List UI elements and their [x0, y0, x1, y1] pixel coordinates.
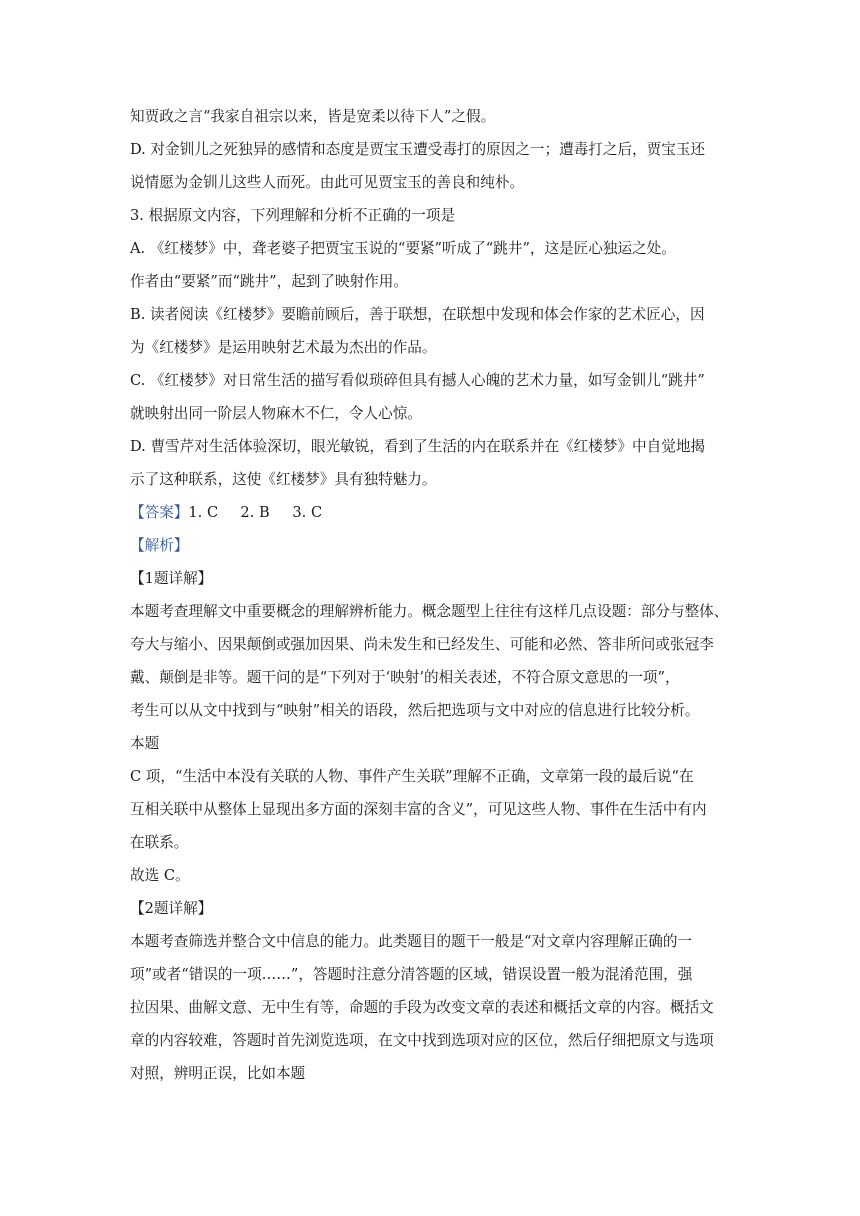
analysis-label: 【解析】 [130, 537, 189, 554]
answer-row [130, 503, 735, 523]
detail1-heading: 【1题详解】 [130, 570, 213, 587]
detail1-c-line: C 项，“生活中本没有关联的人物、事件产生关联”理解不正确，文章第一段的最后说“在 [130, 768, 694, 785]
q2-option-d-line1: D. 对金钏儿之死独异的感情和态度是贾宝玉遭受毒打的原因之一；遭毒打之后，贾宝玉还 [130, 141, 706, 158]
detail1-c-line: 在联系。 [130, 834, 189, 851]
detail1-conclusion: 故选 C。 [130, 867, 190, 884]
q3-option-b-line2: 为《红楼梦》是运用映射艺术最为杰出的作品。 [130, 339, 437, 356]
answer-label: 【答案】 [130, 504, 189, 521]
detail2-line: 对照，辨明正误，比如本题 [130, 1065, 306, 1082]
q3-option-a-line1: A. 《红楼梦》中，聋老婆子把贾宝玉说的“要紧”听成了“跳井”，这是匠心独运之处。 [130, 240, 676, 257]
q3-stem: 3. 根据原文内容，下列理解和分析不正确的一项是 [130, 207, 456, 224]
q3-option-b-line1: B. 读者阅读《红楼梦》要瞻前顾后，善于联想，在联想中发现和体会作家的艺术匠心，因 [130, 306, 705, 323]
q3-option-a-line2: 作者由“要紧”而“跳井”，起到了映射作用。 [130, 273, 408, 290]
answer-item-2: 2. B [240, 504, 270, 521]
q3-option-c-line1: C. 《红楼梦》对日常生活的描写看似琐碎但具有撼人心魄的艺术力量，如写金钏儿“跳井” [130, 372, 705, 389]
q3-option-d-line1: D. 曹雪芹对生活体验深切，眼光敏锐，看到了生活的内在联系并在《红楼梦》中自觉地揭 [130, 438, 706, 455]
document-page [130, 107, 735, 1084]
answer-item-3: 3. C [292, 504, 323, 521]
detail2-line: 本题考查筛选并整合文中信息的能力。此类题目的题干一般是“对文章内容理解正确的一 [130, 933, 693, 950]
detail2-line: 章的内容较难，答题时首先浏览选项，在文中找到选项对应的区位，然后仔细把原文与选项 [130, 1032, 714, 1049]
answer-item-1: 1. C [188, 504, 219, 521]
detail2-line: 拉因果、曲解文意、无中生有等，命题的手段为改变文章的表述和概括文章的内容。概括文 [130, 999, 714, 1016]
detail1-line: 考生可以从文中找到与“映射”相关的语段，然后把选项与文中对应的信息进行比较分析。 [130, 702, 700, 719]
detail1-line: 本题考查理解文中重要概念的理解辨析能力。概念题型上往往有这样几点设题：部分与整体、 [130, 603, 729, 620]
detail1-c-line: 互相关联中从整体上显现出多方面的深刻丰富的含义”，可见这些人物、事件在生活中有内 [130, 801, 707, 818]
q3-option-d-line2: 示了这种联系，这使《红楼梦》具有独特魅力。 [130, 471, 437, 488]
q2-option-d-line2: 说情愿为金钏儿这些人而死。由此可见贾宝玉的善良和纯朴。 [130, 174, 525, 191]
q2-option-c-line2: 知贾政之言“我家自祖宗以来，皆是宽柔以待下人”之假。 [130, 108, 496, 125]
detail2-line: 项”或者“错误的一项……”，答题时注意分清答题的区域，错误设置一般为混淆范围，强 [130, 966, 693, 983]
q3-option-c-line2: 就映射出同一阶层人物麻木不仁，令人心惊。 [130, 405, 422, 422]
detail1-line: 本题 [130, 735, 160, 752]
detail1-line: 戴、颠倒是非等。题干问的是“下列对于‘映射’的相关表述，不符合原文意思的一项”， [130, 669, 680, 686]
detail2-heading: 【2题详解】 [130, 900, 213, 917]
detail1-line: 夸大与缩小、因果颠倒或强加因果、尚未发生和已经发生、可能和必然、答非所问或张冠李 [130, 636, 714, 653]
